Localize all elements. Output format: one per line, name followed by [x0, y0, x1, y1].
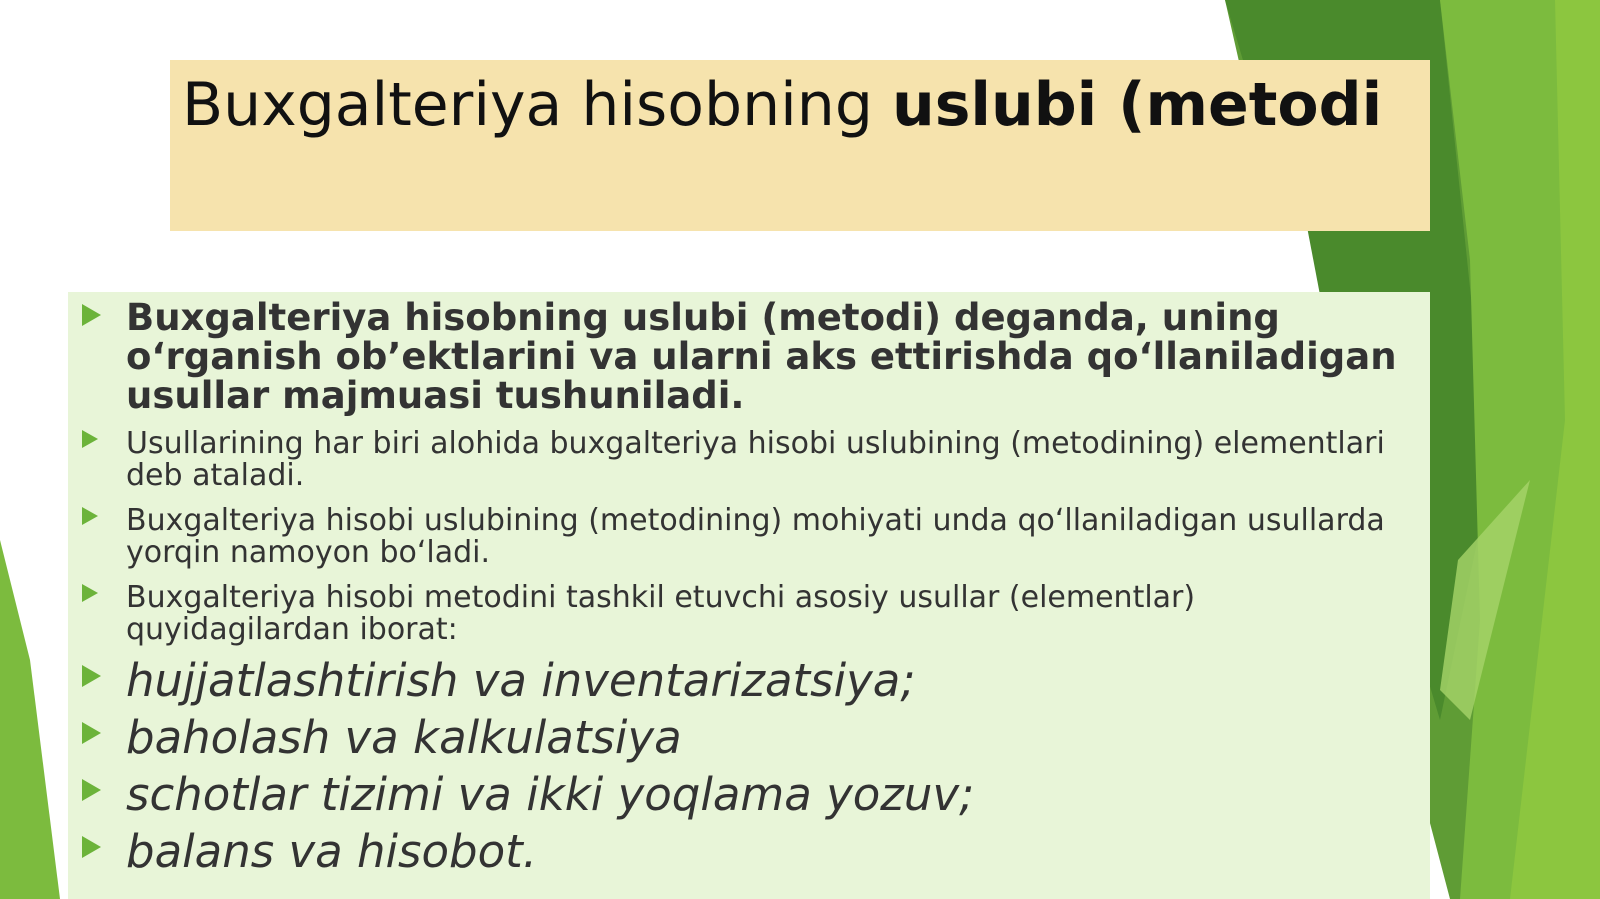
bullet-text: Buxgalteriya hisobi uslubining (metodining) mohiyati unda qo‘llaniladigan usullarda yorqin namoyon bo‘ladi.	[126, 503, 1385, 570]
bullet-arrow-icon	[82, 430, 98, 448]
bullet-text: hujjatlashtirish va inventarizatsiya;	[126, 654, 916, 707]
bullet-arrow-icon	[82, 507, 98, 525]
bullet-arrow-icon	[82, 836, 101, 858]
bullet-text: Buxgalteriya hisobi metodini tashkil etuvchi asosiy usullar (elementlar) quyidagilardan iborat:	[126, 580, 1196, 647]
bullet-arrow-icon	[82, 779, 101, 801]
title-placeholder	[170, 60, 1430, 231]
slide-title	[182, 66, 1382, 144]
bullet-arrow-icon	[82, 665, 101, 687]
slide-title-regular: Buxgalteriya hisobning	[182, 70, 892, 140]
content-placeholder	[68, 292, 1430, 899]
bullet-text: Usullarining har biri alohida buxgalteriya hisobi uslubining (metodining) elementlari deb ataladi.	[126, 426, 1385, 493]
bullet-text: balans va hisobot.	[126, 825, 538, 878]
slide-title-bold: uslubi (metodi	[891, 70, 1383, 140]
bullet-arrow-icon	[82, 304, 101, 326]
bullet-text: baholash va kalkulatsiya	[126, 711, 682, 764]
bullet-arrow-icon	[82, 722, 101, 744]
bullet-text: schotlar tizimi va ikki yoqlama yozuv;	[126, 768, 975, 821]
bullet-arrow-icon	[82, 584, 98, 602]
bullet-text: Buxgalteriya hisobning uslubi (metodi) deganda, uning o‘rganish ob’ektlarini va ularni aks ettirishda qo‘llaniladigan usullar majmuasi tushuniladi.	[126, 296, 1397, 417]
